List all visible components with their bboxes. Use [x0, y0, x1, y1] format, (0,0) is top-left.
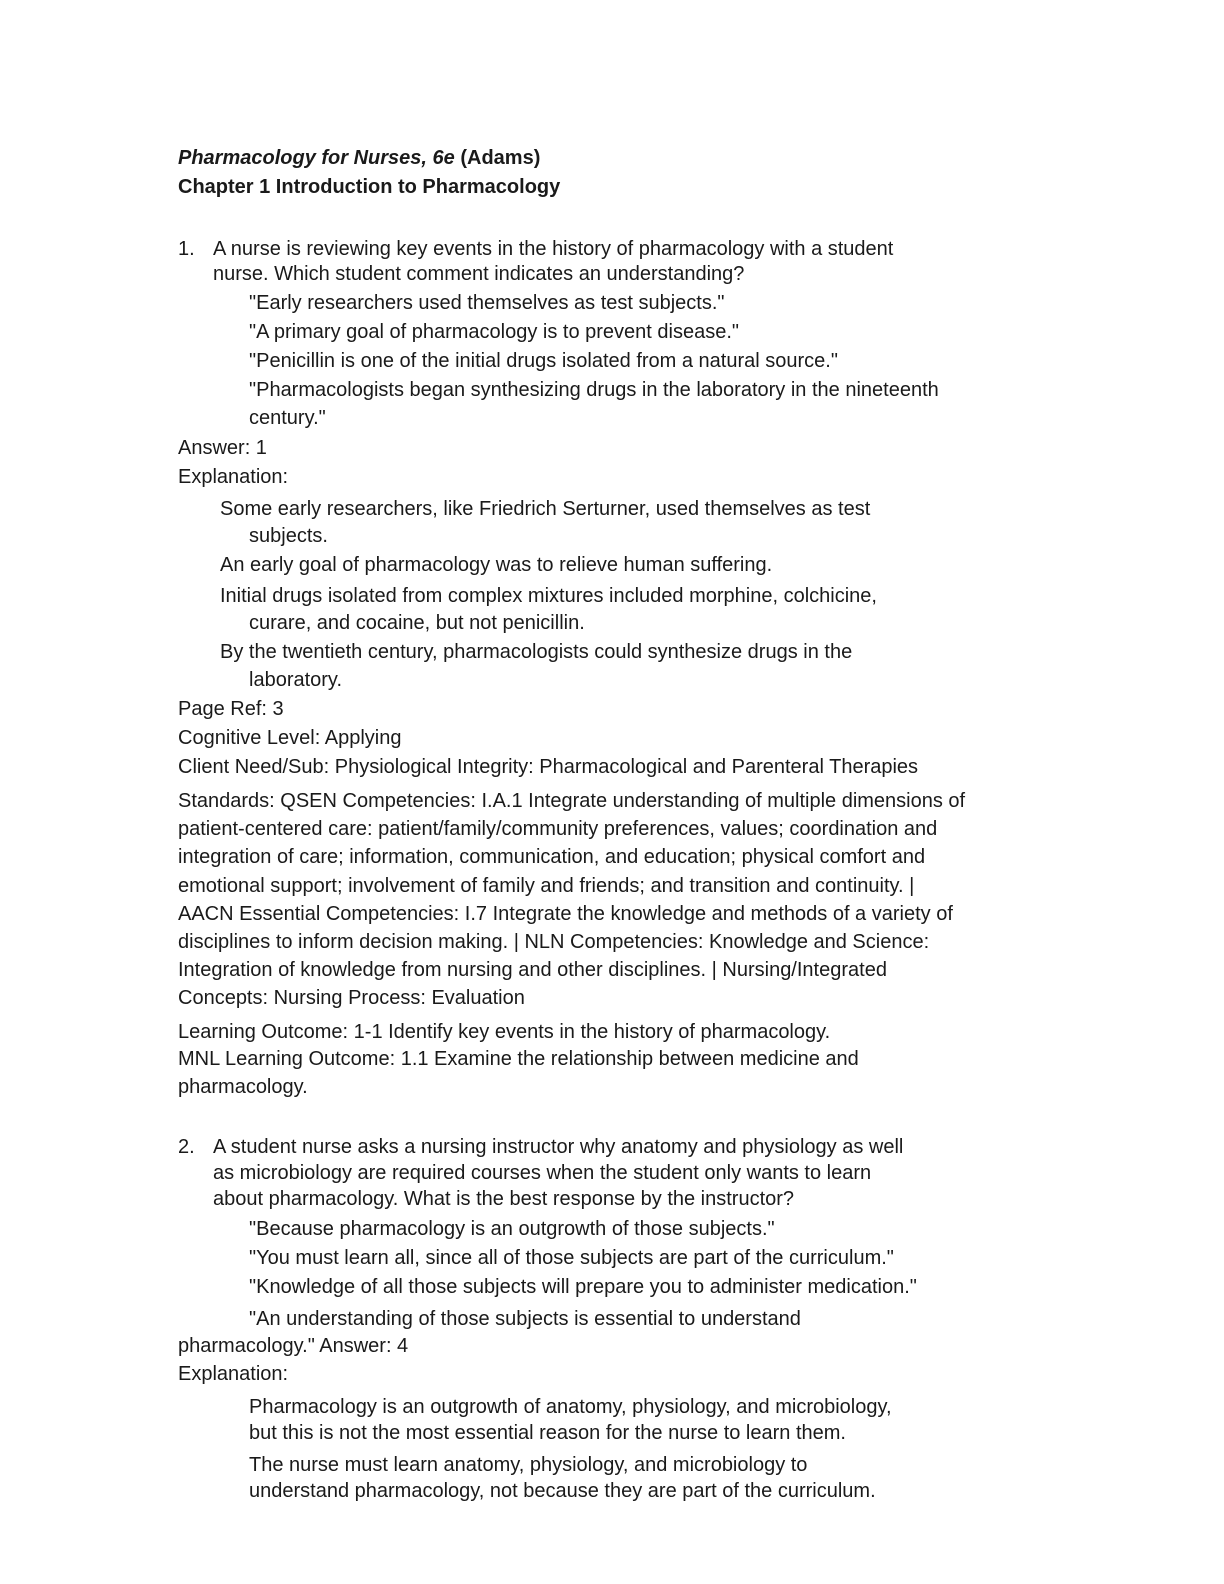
q1-explanation-line: laboratory.: [249, 669, 343, 691]
q2-stem-line: about pharmacology. What is the best response by the instructor?: [213, 1188, 795, 1210]
q1-option-4: "Pharmacologists began synthesizing drugs in the laboratory in the nineteenth: [249, 379, 939, 401]
q1-explanation-line: subjects.: [249, 525, 328, 547]
q1-option-1: "Early researchers used themselves as test subjects.": [249, 292, 725, 314]
q1-mnl-outcome: pharmacology.: [178, 1076, 308, 1098]
q1-standards-line: AACN Essential Competencies: I.7 Integrate the knowledge and methods of a variety of: [178, 903, 953, 925]
q1-standards-line: integration of care; information, communication, and education; physical comfort and: [178, 846, 926, 868]
q1-learning-outcome: Learning Outcome: 1-1 Identify key events in the history of pharmacology.: [178, 1021, 831, 1043]
q1-page-ref: Page Ref: 3: [178, 698, 284, 720]
q1-standards-line: disciplines to inform decision making. | NLN Competencies: Knowledge and Science:: [178, 931, 930, 953]
q2-option-3: "Knowledge of all those subjects will prepare you to administer medication.": [249, 1276, 917, 1298]
book-title-line: [178, 146, 540, 170]
q2-option-2: "You must learn all, since all of those subjects are part of the curriculum.": [249, 1247, 894, 1269]
q1-answer: Answer: 1: [178, 437, 267, 459]
q2-option-4-cont: pharmacology." Answer: 4: [178, 1335, 409, 1357]
q2-option-1: "Because pharmacology is an outgrowth of those subjects.": [249, 1218, 775, 1240]
q1-cognitive-level: Cognitive Level: Applying: [178, 727, 402, 749]
q2-number: 2.: [178, 1136, 195, 1158]
q1-stem-line: A nurse is reviewing key events in the history of pharmacology with a student: [213, 238, 894, 260]
q1-explanation-line: Some early researchers, like Friedrich Serturner, used themselves as test: [220, 498, 871, 520]
q1-explanation-line: By the twentieth century, pharmacologists could synthesize drugs in the: [220, 641, 853, 663]
q2-stem-line: A student nurse asks a nursing instructor why anatomy and physiology as well: [213, 1136, 904, 1158]
book-author: (Adams): [460, 147, 541, 169]
q1-standards-line: Integration of knowledge from nursing and other disciplines. | Nursing/Integrated: [178, 959, 887, 981]
q1-stem-line: nurse. Which student comment indicates an understanding?: [213, 263, 745, 285]
q2-explanation-line: understand pharmacology, not because they are part of the curriculum.: [249, 1480, 876, 1502]
q2-stem-line: as microbiology are required courses when the student only wants to learn: [213, 1162, 872, 1184]
q1-explanation-label: Explanation:: [178, 466, 289, 488]
q2-explanation-label: Explanation:: [178, 1363, 289, 1385]
q1-explanation-line: An early goal of pharmacology was to relieve human suffering.: [220, 554, 773, 576]
q1-standards-line: Concepts: Nursing Process: Evaluation: [178, 987, 525, 1009]
q1-explanation-line: Initial drugs isolated from complex mixtures included morphine, colchicine,: [220, 585, 877, 607]
q1-number: 1.: [178, 238, 195, 260]
q1-standards-line: patient-centered care: patient/family/community preferences, values; coordination and: [178, 818, 938, 840]
q2-explanation-line: The nurse must learn anatomy, physiology, and microbiology to: [249, 1454, 808, 1476]
q2-explanation-line: but this is not the most essential reason for the nurse to learn them.: [249, 1422, 846, 1444]
q1-explanation-line: curare, and cocaine, but not penicillin.: [249, 612, 585, 634]
q1-option-2: "A primary goal of pharmacology is to prevent disease.": [249, 321, 739, 343]
q1-client-need: Client Need/Sub: Physiological Integrity: Pharmacological and Parenteral Therapies: [178, 756, 919, 778]
q1-mnl-outcome: MNL Learning Outcome: 1.1 Examine the relationship between medicine and: [178, 1048, 859, 1070]
q2-option-4: "An understanding of those subjects is essential to understand: [249, 1308, 801, 1330]
q2-explanation-line: Pharmacology is an outgrowth of anatomy, physiology, and microbiology,: [249, 1396, 892, 1418]
q1-option-3: "Penicillin is one of the initial drugs isolated from a natural source.": [249, 350, 838, 372]
q1-standards-line: Standards: QSEN Competencies: I.A.1 Integrate understanding of multiple dimensions of: [178, 790, 966, 812]
q1-standards-line: emotional support; involvement of family and friends; and transition and continuity. |: [178, 875, 915, 897]
q1-option-4-cont: century.": [249, 407, 326, 429]
chapter-title: Chapter 1 Introduction to Pharmacology: [178, 176, 561, 198]
book-title: Pharmacology for Nurses, 6e: [178, 147, 455, 169]
